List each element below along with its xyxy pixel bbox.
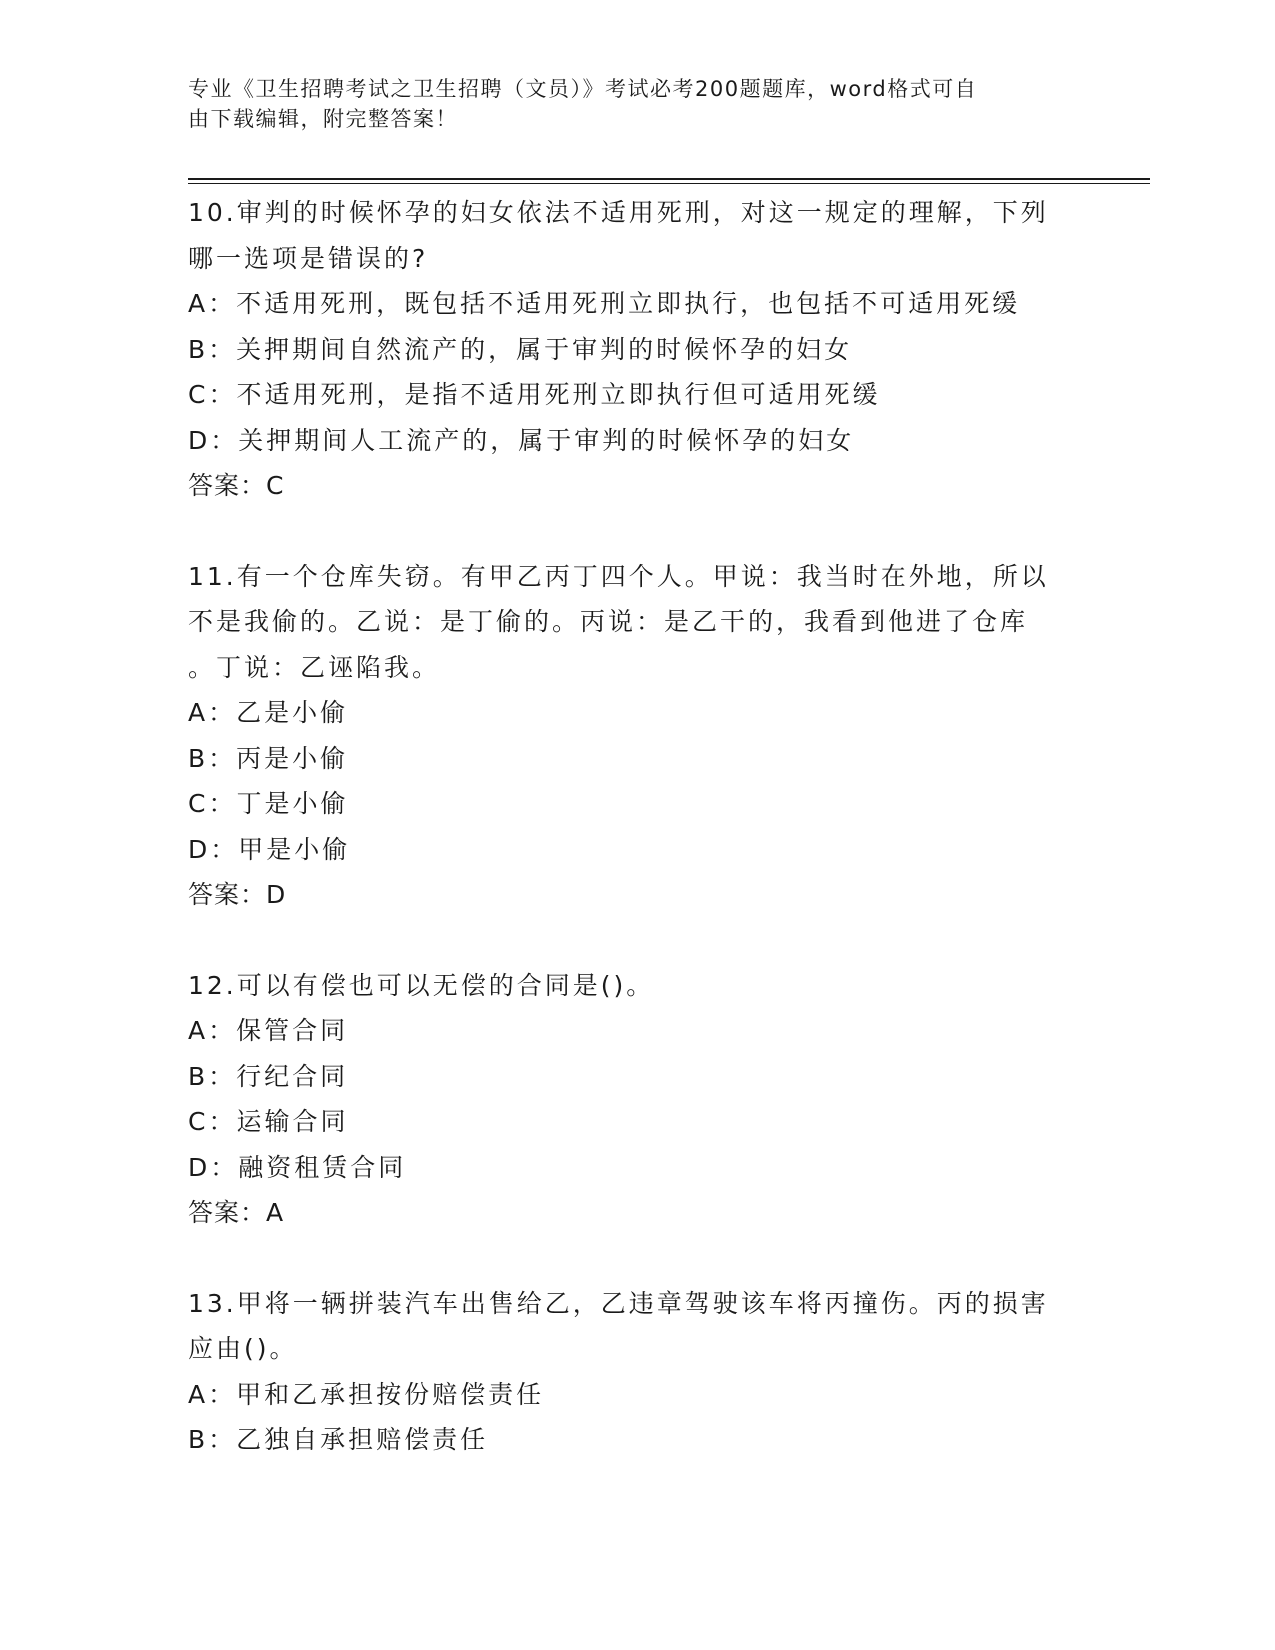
- header-line-1: 专业《卫生招聘考试之卫生招聘（文员）》考试必考200题题库，word格式可自: [188, 77, 978, 101]
- header-divider-thick: [188, 178, 1150, 180]
- question-stem: [188, 1281, 1088, 1372]
- stem-line: 应由()。: [188, 1334, 298, 1363]
- question-stem: [188, 190, 1088, 281]
- option-a: A：保管合同: [188, 1016, 349, 1045]
- option-c: C：丁是小偷: [188, 789, 349, 818]
- stem-line: 12.可以有偿也可以无偿的合同是()。: [188, 970, 655, 1000]
- header-line-2: 由下载编辑，附完整答案！: [188, 107, 458, 131]
- answer: 答案：C: [188, 471, 285, 500]
- question-13: [188, 1281, 1088, 1463]
- question-stem: [188, 554, 1088, 691]
- option-a: A：乙是小偷: [188, 698, 349, 727]
- option-a: A：甲和乙承担按份赔偿责任: [188, 1379, 545, 1409]
- stem-line: 11.有一个仓库失窃。有甲乙丙丁四个人。甲说：我当时在外地，所以: [188, 561, 1049, 591]
- option-b: B：乙独自承担赔偿责任: [188, 1425, 489, 1454]
- option-d: D：融资租赁合同: [188, 1152, 407, 1182]
- stem-line: 13.甲将一辆拼装汽车出售给乙，乙违章驾驶该车将丙撞伤。丙的损害: [188, 1288, 1049, 1318]
- stem-line: 不是我偷的。乙说：是丁偷的。丙说：是乙干的，我看到他进了仓库: [188, 607, 1029, 636]
- document-header: [188, 74, 1068, 134]
- option-a: A：不适用死刑，既包括不适用死刑立即执行，也包括不可适用死缓: [188, 289, 1021, 318]
- option-d: D：关押期间人工流产的，属于审判的时候怀孕的妇女: [188, 425, 855, 455]
- header-divider-thin: [188, 183, 1150, 184]
- stem-line: 。丁说：乙诬陷我。: [188, 652, 441, 682]
- question-stem: [188, 963, 1088, 1009]
- option-d: D：甲是小偷: [188, 834, 351, 864]
- answer: 答案：D: [188, 880, 287, 909]
- question-list: [188, 190, 1088, 1508]
- option-b: B：丙是小偷: [188, 743, 349, 773]
- question-10: [188, 190, 1088, 509]
- answer: 答案：A: [188, 1198, 285, 1227]
- stem-line: 哪一选项是错误的?: [188, 243, 429, 273]
- option-b: B：行纪合同: [188, 1061, 349, 1091]
- question-12: [188, 963, 1088, 1236]
- option-c: C：不适用死刑，是指不适用死刑立即执行但可适用死缓: [188, 380, 881, 409]
- stem-line: 10.审判的时候怀孕的妇女依法不适用死刑，对这一规定的理解，下列: [188, 198, 1049, 227]
- question-11: [188, 554, 1088, 918]
- option-b: B：关押期间自然流产的，属于审判的时候怀孕的妇女: [188, 334, 853, 364]
- option-c: C：运输合同: [188, 1107, 349, 1136]
